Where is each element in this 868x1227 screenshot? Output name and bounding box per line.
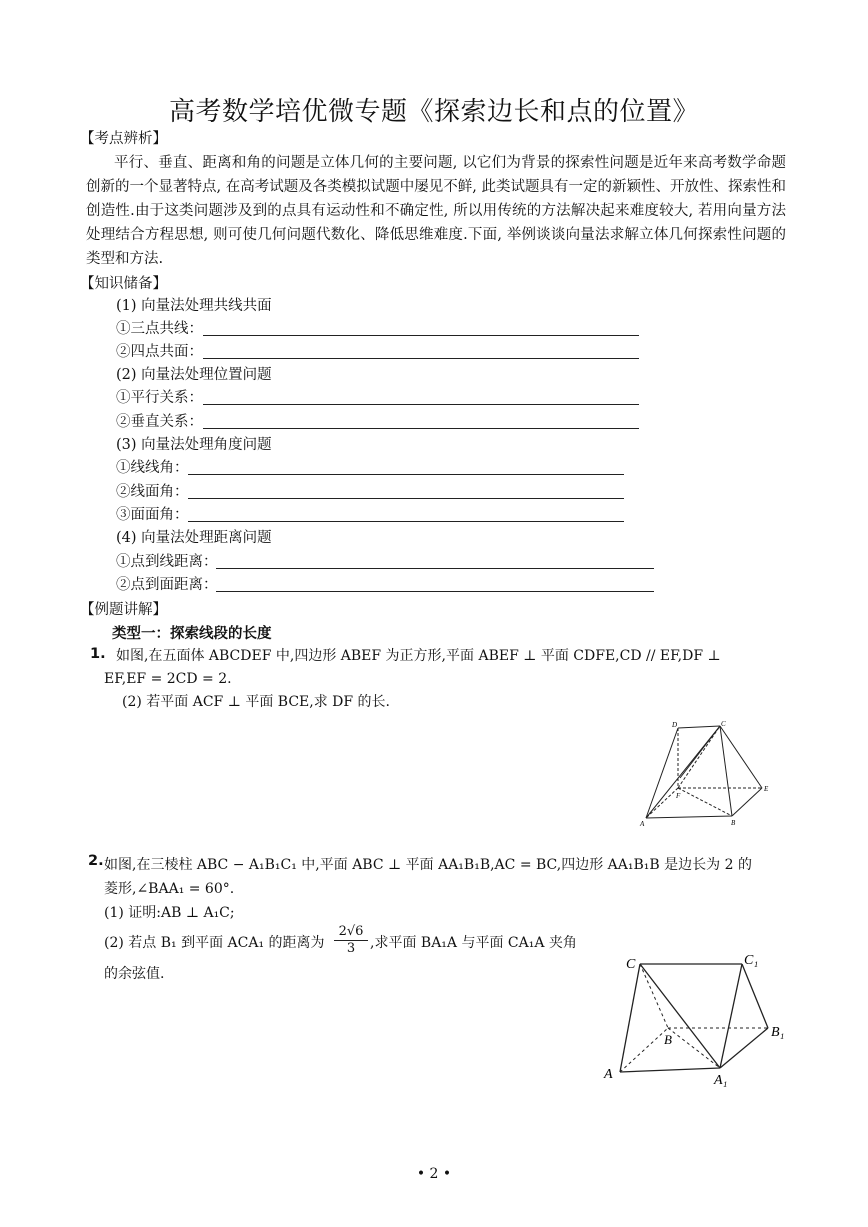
q1-line1: 如图,在五面体 ABCDEF 中,四边形 ABEF 为正方形,平面 ABEF ⊥ 平面 CDFE,CD // EF,DF ⊥ [116,648,721,664]
knowledge-item-5: ①平行关系： [116,390,203,406]
fig1-label-f: F [676,792,681,800]
knowledge-item-6: ②垂直关系： [116,414,203,430]
type-one-heading: 类型一：探索线段的长度 [112,626,272,642]
blank-line [216,568,654,569]
q1-line3: (2) 若平面 ACF ⊥ 平面 BCE,求 DF 的长. [122,694,391,710]
fig2-label-b: B [664,1032,672,1047]
blank-line [203,404,639,405]
knowledge-item-8: ①线线角： [116,460,189,476]
fig1-label-d: D [672,721,678,729]
q2-line2: 菱形,∠BAA₁ = 60°. [104,881,235,897]
fig1-label-c: C [721,720,726,728]
knowledge-item-4: (2) 向量法处理位置问题 [116,367,272,383]
blank-line [203,358,639,359]
prism-figure [596,946,796,1092]
fraction-denominator: 3 [346,941,356,956]
knowledge-item-9: ②线面角： [116,484,189,500]
blank-line [203,428,639,429]
knowledge-item-13: ②点到面距离： [116,577,218,593]
fig2-label-c: C [626,957,636,972]
fig1-label-e: E [764,785,769,793]
knowledge-item-2: ①三点共线： [116,321,203,337]
fig2-label-a: A [604,1067,613,1082]
intro-text: 平行、垂直、距离和角的问题是立体几何的主要问题, 以它们为背景的探索性问题是近年来高考数学命题创新的一个显著特点, 在高考试题及各类模拟试题中屡见不鲜, 此类试题具有一定的新颖性、开放性、探索性和创造性.由于这类问题涉及到的点具有运动性和不确定性, 所以用传统的方法解决起来难度较大, 若用向量方法处理结合方程思想, 则可使几何问题代数化、降低思维难度.下面, 举例谈谈向量法求解立体几何探索性问题的类型和方法. [86,155,786,267]
blank-line [203,335,639,336]
knowledge-item-1: (1) 向量法处理共线共面 [116,298,272,314]
page-title: 高考数学培优微专题《探索边长和点的位置》 [168,97,699,127]
distance-fraction [334,924,368,957]
blank-line [188,474,624,475]
intro-paragraph [86,151,786,271]
blank-line [216,591,654,592]
q2-number: 2. [88,853,104,869]
section-heading-liti: 【例题讲解】 [80,602,167,618]
q1-number: 1. [90,646,106,662]
fig1-label-b: B [731,819,736,827]
pentahedron-figure [632,718,782,830]
q1-line2: EF,EF = 2CD = 2. [104,671,232,687]
q2-line4b: ,求平面 BA₁A 与平面 CA₁A 夹角 [370,935,577,951]
section-heading-kaodian: 【考点辨析】 [80,131,167,147]
fig2-label-b1: B₁ [771,1025,785,1040]
fraction-numerator: 2√6 [334,924,368,941]
fig2-label-c1: C₁ [744,953,759,968]
q2-line5: 的余弦值. [104,966,165,982]
knowledge-item-11: (4) 向量法处理距离问题 [116,530,272,546]
knowledge-item-3: ②四点共面： [116,344,203,360]
knowledge-item-12: ①点到线距离： [116,554,218,570]
fig2-label-a1: A₁ [714,1073,728,1088]
q2-line3: (1) 证明:AB ⊥ A₁C; [104,905,235,921]
q2-line4a: (2) 若点 B₁ 到平面 ACA₁ 的距离为 [104,935,325,951]
fig1-label-a: A [640,820,645,828]
knowledge-item-7: (3) 向量法处理角度问题 [116,437,272,453]
q2-line1: 如图,在三棱柱 ABC − A₁B₁C₁ 中,平面 ABC ⊥ 平面 AA₁B₁B,AC = BC,四边形 AA₁B₁B 是边长为 2 的 [104,857,752,873]
page-number: • 2 • [416,1166,452,1182]
blank-line [188,498,624,499]
section-heading-zhishi: 【知识储备】 [80,276,167,292]
blank-line [188,521,624,522]
knowledge-item-10: ③面面角： [116,507,189,523]
